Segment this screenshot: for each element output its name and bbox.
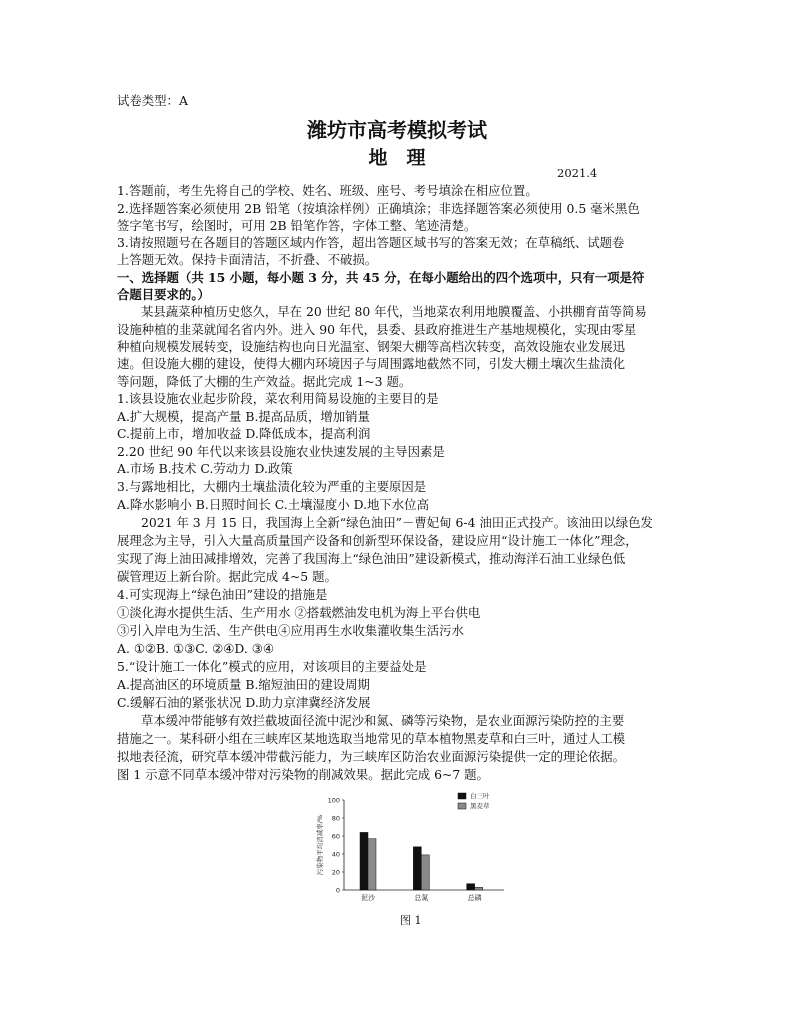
legend-swatch bbox=[458, 793, 466, 799]
question-line: 2.20 世纪 90 年代以来该县设施农业快速发展的主导因素是 bbox=[117, 444, 445, 459]
question-line: 3.与露地相比，大棚内土壤盐渍化较为严重的主要原因是 bbox=[117, 479, 427, 494]
passage-line: 实现了海上油田减排增效，完善了我国海上“绿色油田”建设新模式，推动海洋石油工业绿色低 bbox=[117, 551, 626, 566]
bar bbox=[467, 884, 475, 890]
x-tick-label: 总氮 bbox=[414, 894, 429, 902]
passage-line: 展理念为主导，引入大量高质量国产设备和创新型环保设备，建设应用“设计施工一体化”理念， bbox=[117, 533, 638, 548]
passage-line: 速。但设施大棚的建设，使得大棚内环境因子与周围露地截然不同，引发大棚土壤次生盐渍化 bbox=[117, 356, 626, 371]
instruction-line: 上答题无效。保持卡面清洁，不折叠、不破损。 bbox=[117, 252, 378, 267]
option-line: C.提前上市，增加收益 D.降低成本，提高利润 bbox=[117, 426, 371, 441]
option-line: A. ①②B. ①③C. ②④D. ③④ bbox=[117, 641, 274, 656]
question-line: 1.该县设施农业起步阶段，菜农利用简易设施的主要目的是 bbox=[117, 391, 439, 406]
y-tick-label: 20 bbox=[331, 868, 340, 877]
passage-line: 种植向规模发展转变，设施结构也向日光温室、钢架大棚等高档次转变，高效设施农业发展迅 bbox=[117, 339, 626, 354]
question-line: 5.“设计施工一体化”模式的应用，对该项目的主要益处是 bbox=[117, 659, 427, 674]
passage-line: 2021 年 3 月 15 日，我国海上全新“绿色油田”－曹妃甸 6-4 油田正式投产。该油田以绿色发 bbox=[141, 515, 653, 530]
instruction-line: 签字笔书写，绘图时，可用 2B 铅笔作答，字体工整、笔迹清楚。 bbox=[117, 218, 477, 233]
passage-line: 某县蔬菜种植历史悠久，早在 20 世纪 80 年代，当地菜农利用地膜覆盖、小拱棚育苗等简易 bbox=[141, 304, 647, 319]
passage-line: 设施种植的韭菜就闻名省内外。进入 90 年代，县委、县政府推进生产基地规模化，实现由零星 bbox=[117, 322, 637, 337]
option-line: A.市场 B.技术 C.劳动力 D.政策 bbox=[117, 461, 293, 476]
option-line: C.缓解石油的紧张状况 D.助力京津冀经济发展 bbox=[117, 695, 371, 710]
y-tick-label: 0 bbox=[335, 886, 340, 895]
bar bbox=[368, 839, 376, 890]
y-tick-label: 40 bbox=[331, 850, 340, 859]
passage-line: 图 1 示意不同草本缓冲带对污染物的削减效果。据此完成 6~7 题。 bbox=[117, 767, 489, 782]
y-tick-label: 60 bbox=[331, 832, 340, 841]
section-title: 一、选择题（共 15 小题，每小题 3 分，共 45 分，在每小题给出的四个选项中，只有一项是符 bbox=[117, 270, 645, 285]
question-line: 4.可实现海上“绿色油田”建设的措施是 bbox=[117, 587, 328, 602]
bar bbox=[413, 847, 421, 890]
legend-label: 黑麦草 bbox=[470, 802, 490, 810]
legend-swatch bbox=[458, 803, 466, 809]
option-line: ③引入岸电为生活、生产供电④应用再生水收集灌收集生活污水 bbox=[117, 623, 464, 638]
passage-line: 碳管理迈上新台阶。据此完成 4~5 题。 bbox=[117, 569, 337, 584]
exam-subject: 地 理 bbox=[368, 147, 426, 169]
figure-caption: 图 1 bbox=[400, 914, 422, 927]
x-tick-label: 总磷 bbox=[467, 894, 482, 902]
y-tick-label: 100 bbox=[327, 796, 340, 805]
instruction-line: 3.请按照题号在各题目的答题区域内作答，超出答题区域书写的答案无效；在草稿纸、试题卷 bbox=[117, 235, 625, 250]
option-line: A.降水影响小 B.日照时间长 C.土壤湿度小 D.地下水位高 bbox=[117, 497, 429, 512]
exam-title: 潍坊市高考模拟考试 bbox=[307, 118, 487, 142]
passage-line: 措施之一。某科研小组在三峡库区某地选取当地常见的草本植物黑麦草和白三叶，通过人工模 bbox=[117, 731, 626, 746]
bar bbox=[475, 887, 483, 890]
y-tick-label: 80 bbox=[331, 814, 340, 823]
bar-chart bbox=[308, 790, 508, 914]
option-line: A.提高油区的环境质量 B.缩短油田的建设周期 bbox=[117, 677, 370, 692]
bar bbox=[421, 855, 429, 890]
section-title: 合题目要求的。） bbox=[117, 287, 210, 302]
instruction-line: 2.选择题答案必须使用 2B 铅笔（按填涂样例）正确填涂；非选择题答案必须使用 0.5 毫米黑色 bbox=[117, 201, 640, 216]
passage-line: 拟地表径流，研究草本缓冲带截污能力，为三峡库区防治农业面源污染提供一定的理论依据。 bbox=[117, 749, 626, 764]
legend-label: 白三叶 bbox=[470, 792, 490, 800]
exam-date: 2021.4 bbox=[557, 166, 598, 180]
paper-type: 试卷类型：A bbox=[117, 93, 188, 108]
x-tick-label: 泥沙 bbox=[361, 894, 375, 902]
y-axis-label: 污染物平均消减率/% bbox=[316, 814, 324, 876]
bar bbox=[360, 832, 368, 890]
passage-line: 草本缓冲带能够有效拦截坡面径流中泥沙和氮、磷等污染物，是农业面源污染防控的主要 bbox=[141, 713, 625, 728]
instruction-line: 1.答题前，考生先将自己的学校、姓名、班级、座号、考号填涂在相应位置。 bbox=[117, 183, 538, 198]
option-line: A.扩大规模，提高产量 B.提高品质，增加销量 bbox=[117, 409, 370, 424]
option-line: ①淡化海水提供生活、生产用水 ②搭载燃油发电机为海上平台供电 bbox=[117, 605, 481, 620]
passage-line: 等问题，降低了大棚的生产效益。据此完成 1~3 题。 bbox=[117, 374, 412, 389]
